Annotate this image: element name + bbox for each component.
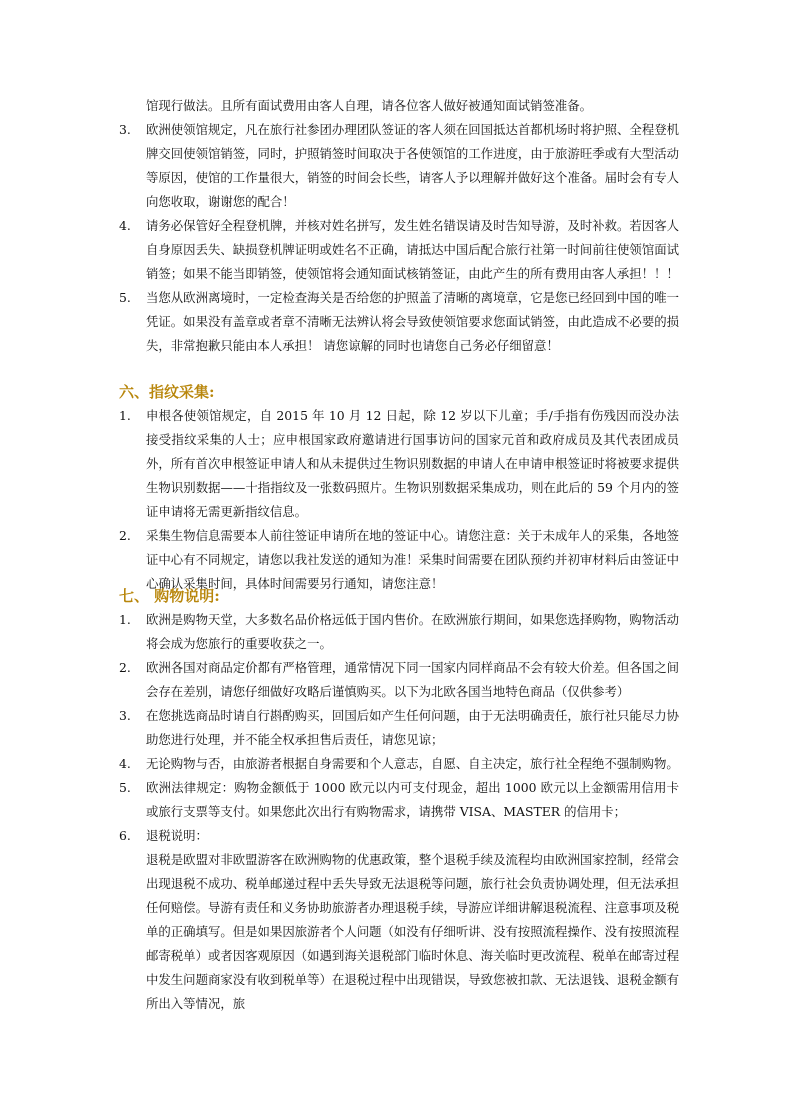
list-item	[119, 286, 679, 358]
fingerprint-section	[119, 380, 679, 596]
item-text: 请务必保管好全程登机牌，并核对姓名拼写，发生姓名错误请及时告知导游，及时补救。若因客人自身原因丢失、缺损登机牌证明或姓名不正确，请抵达中国后配合旅行社第一时间前往使领馆面试销签；如果不能当即销签，使领馆将会通知面试核销签证，由此产生的所有费用由客人承担！！！	[146, 218, 679, 281]
section-heading: 六、指纹采集:	[119, 383, 215, 401]
item-text: 采集生物信息需要本人前往签证申请所在地的签证中心。请您注意：关于未成年人的采集，各地签证中心有不同规定，请您以我社发送的通知为准！采集时间需要在团队预约并初审材料后由签证中心确认采集时间，具体时间需要另行通知，请您注意！	[146, 528, 679, 591]
item-number: 5.	[119, 290, 131, 305]
shopping-list	[119, 608, 679, 1016]
section-heading: 七、 购物说明:	[119, 587, 220, 605]
shopping-section	[119, 584, 679, 1016]
list-item	[119, 608, 679, 656]
item-text: 退税说明：	[146, 828, 208, 843]
item-number: 2.	[119, 660, 131, 675]
item-text: 申根各使领馆规定，自 2015 年 10 月 12 日起，除 12 岁以下儿童；手/手指有伤残因而没办法接受指纹采集的人士；应申根国家政府邀请进行国事访问的国家元首和政府成员及其代表团成员外，所有首次申根签证申请人和从未提供过生物识别数据的申请人在申请申根签证时将被要求提供生物识别数据——十指指纹及一张数码照片。生物识别数据采集成功，则在此后的 59 个月内的签证申请将无需更新指纹信息。	[146, 408, 679, 519]
list-item	[119, 404, 679, 524]
item-number: 1.	[119, 408, 131, 423]
list-item	[119, 776, 679, 824]
item-text: 欧洲法律规定：购物金额低于 1000 欧元以内可支付现金，超出 1000 欧元以上金额需用信用卡或旅行支票等支付。如果您此次出行有购物需求，请携带 VISA、MASTER 的信用卡；	[146, 780, 679, 819]
item-number: 5.	[119, 780, 131, 795]
tax-refund-detail: 退税是欧盟对非欧盟游客在欧洲购物的优惠政策，整个退税手续及流程均由欧洲国家控制，经常会出现退税不成功、税单邮递过程中丢失导致无法退税等问题，旅行社会负责协调处理，但无法承担任何赔偿。导游有责任和义务协助旅游者办理退税手续，导游应详细讲解退税流程、注意事项及税单的正确填写。但是如果因旅游者个人问题（如没有仔细听讲、没有按照流程操作、没有按照流程邮寄税单）或者因客观原因（如遇到海关退税部门临时休息、海关临时更改流程、税单在邮寄过程中发生问题商家没有收到税单等）在退税过程中出现错误，导致您被扣款、无法退钱、退税金额有所出入等情况，旅	[146, 852, 679, 1011]
item-number: 4.	[119, 218, 131, 233]
item-number: 2.	[119, 528, 131, 543]
item-text: 在您挑选商品时请自行斟酌购买，回国后如产生任何问题，由于无法明确责任，旅行社只能尽力协助您进行处理，并不能全权承担售后责任，请您见谅；	[146, 708, 679, 747]
list-item	[119, 752, 679, 776]
list-item	[119, 704, 679, 752]
item-number: 3.	[119, 708, 131, 723]
fingerprint-list	[119, 404, 679, 596]
item-text: 欧洲使领馆规定，凡在旅行社参团办理团队签证的客人须在回国抵达首都机场时将护照、全程登机牌交回使领馆销签，同时，护照销签时间取决于各使领馆的工作进度，由于旅游旺季或有大型活动等原因，使馆的工作量很大，销签的时间会长些，请客人予以理解并做好这个准备。届时会有专人向您收取，谢谢您的配合！	[146, 122, 679, 209]
notice-list-continued	[119, 118, 679, 358]
item-text: 欧洲各国对商品定价都有严格管理，通常情况下同一国家内同样商品不会有较大价差。但各国之间会存在差别，请您仔细做好攻略后谨慎购买。以下为北欧各国当地特色商品（仅供参考）	[146, 660, 679, 699]
item-number: 3.	[119, 122, 131, 137]
item-text: 当您从欧洲离境时，一定检查海关是否给您的护照盖了清晰的离境章，它是您已经回到中国的唯一凭证。如果没有盖章或者章不清晰无法辨认将会导致使领馆要求您面试销签，由此造成不必要的损失，非常抱歉只能由本人承担！ 请您谅解的同时也请您自己务必仔细留意！	[146, 290, 679, 353]
item-text: 欧洲是购物天堂，大多数名品价格远低于国内售价。在欧洲旅行期间，如果您选择购物，购物活动将会成为您旅行的重要收获之一。	[146, 612, 679, 651]
list-item	[119, 118, 679, 214]
item-text: 无论购物与否，由旅游者根据自身需要和个人意志，自愿、自主决定，旅行社全程绝不强制购物。	[146, 756, 679, 771]
item-number: 4.	[119, 756, 131, 771]
continuation-text: 馆现行做法。且所有面试费用由客人自理，请各位客人做好被通知面试销签准备。	[146, 98, 593, 113]
list-item	[119, 214, 679, 286]
item-number: 6.	[119, 828, 131, 843]
notice-list	[119, 118, 679, 358]
list-item	[119, 656, 679, 704]
item-number: 1.	[119, 612, 131, 627]
list-item	[119, 824, 679, 1016]
